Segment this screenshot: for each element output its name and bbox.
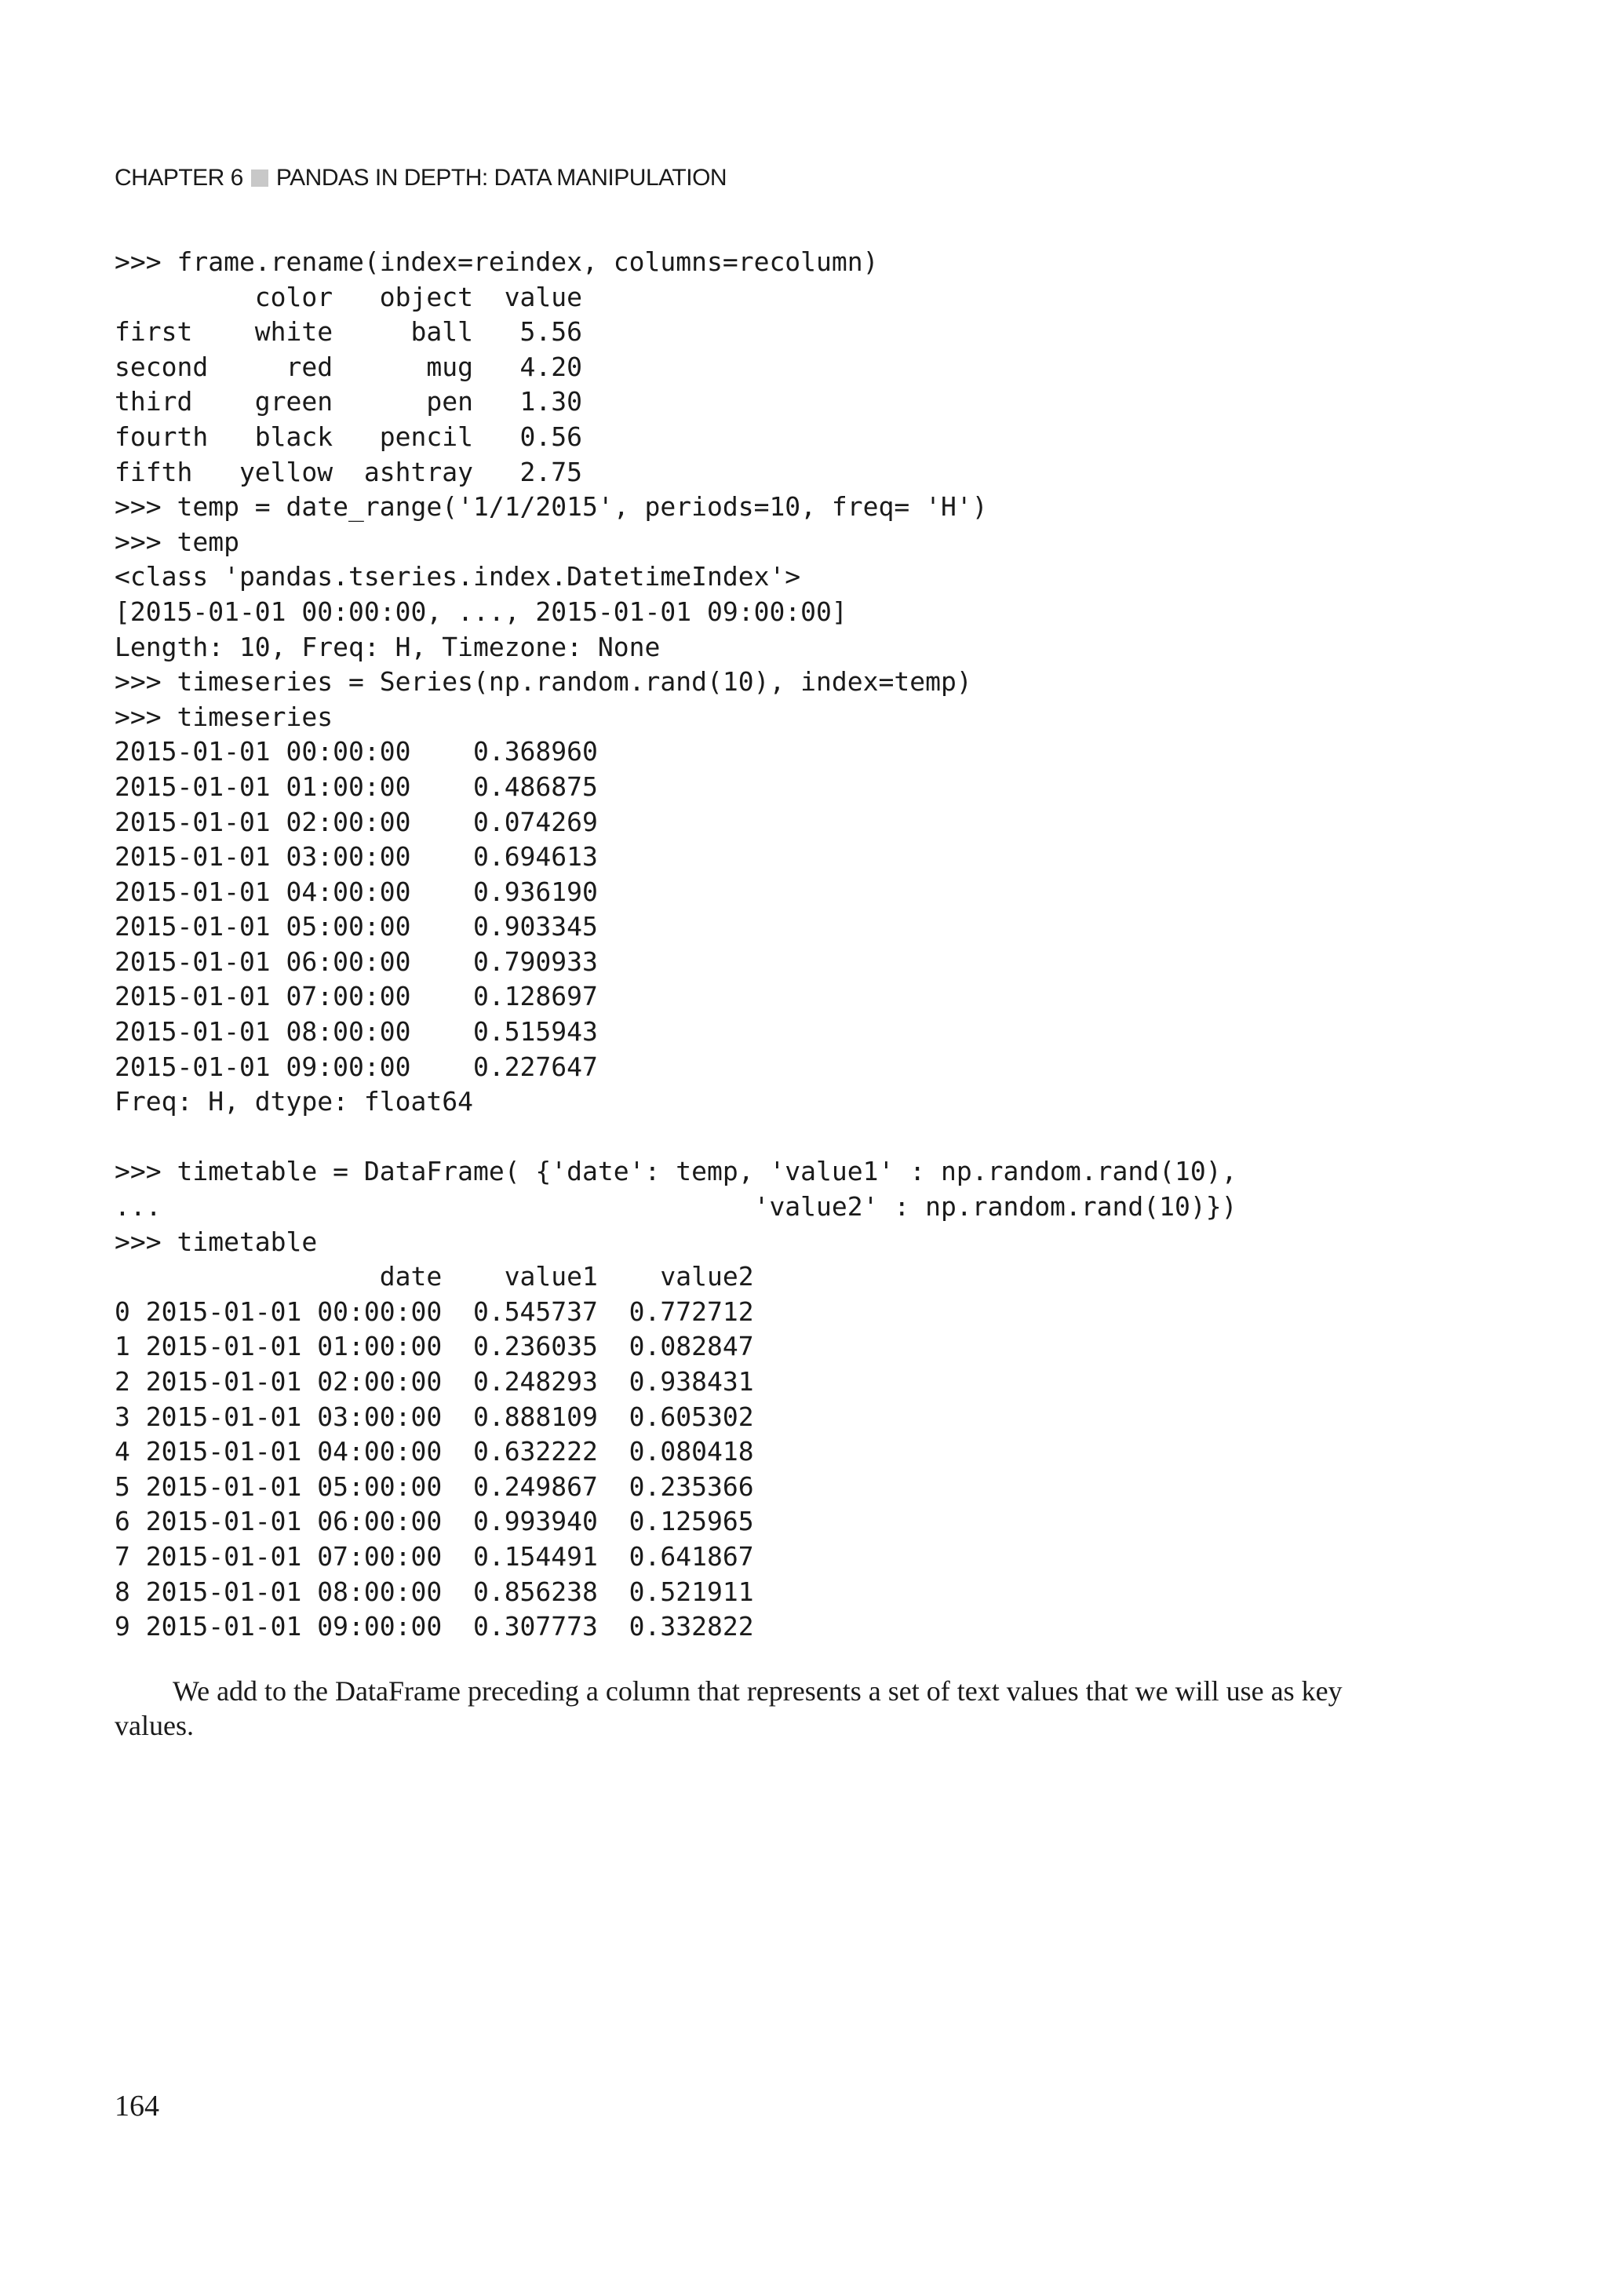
code-line: ... 'value2' : np.random.rand(10)}) [115, 1191, 1237, 1223]
code-line: >>> timetable = DataFrame( {'date': temp, 'value1' : np.random.rand(10), [115, 1156, 1237, 1187]
code-line: <class 'pandas.tseries.index.DatetimeIndex'> [115, 561, 801, 592]
code-line: 2015-01-01 04:00:00 0.936190 [115, 876, 598, 907]
code-line: 2015-01-01 09:00:00 0.227647 [115, 1051, 598, 1082]
chapter-label: CHAPTER 6 [115, 165, 243, 191]
code-line: second red mug 4.20 [115, 351, 583, 382]
code-line: 0 2015-01-01 00:00:00 0.545737 0.772712 [115, 1296, 754, 1327]
code-line: >>> temp = date_range('1/1/2015', periods=10, freq= 'H') [115, 491, 988, 523]
code-line: 5 2015-01-01 05:00:00 0.249867 0.235366 [115, 1471, 754, 1502]
body-paragraph: We add to the DataFrame preceding a column that represents a set of text values that we will use as key values. [115, 1675, 1343, 1741]
code-line: >>> temp [115, 526, 239, 557]
code-line: Length: 10, Freq: H, Timezone: None [115, 631, 661, 662]
code-line: >>> timeseries = Series(np.random.rand(10), index=temp) [115, 666, 972, 698]
code-line: date value1 value2 [115, 1261, 754, 1292]
code-line: 3 2015-01-01 03:00:00 0.888109 0.605302 [115, 1401, 754, 1432]
code-line: fifth yellow ashtray 2.75 [115, 456, 583, 487]
code-blank-line [115, 1120, 1237, 1155]
code-line: >>> frame.rename(index=reindex, columns=recolumn) [115, 246, 879, 277]
code-line: [2015-01-01 00:00:00, ..., 2015-01-01 09:00:00] [115, 596, 847, 627]
code-line: 2015-01-01 08:00:00 0.515943 [115, 1016, 598, 1048]
code-line: third green pen 1.30 [115, 386, 583, 417]
code-line: 2015-01-01 03:00:00 0.694613 [115, 841, 598, 873]
code-line: 2 2015-01-01 02:00:00 0.248293 0.938431 [115, 1366, 754, 1397]
code-line: first white ball 5.56 [115, 316, 583, 348]
code-line: 2015-01-01 07:00:00 0.128697 [115, 981, 598, 1012]
code-line: 8 2015-01-01 08:00:00 0.856238 0.521911 [115, 1576, 754, 1607]
code-line: color object value [115, 281, 583, 312]
code-line: 4 2015-01-01 04:00:00 0.632222 0.080418 [115, 1436, 754, 1467]
header-separator-square [251, 169, 268, 187]
code-line: 9 2015-01-01 09:00:00 0.307773 0.332822 [115, 1611, 754, 1642]
code-line: 6 2015-01-01 06:00:00 0.993940 0.125965 [115, 1506, 754, 1537]
code-line: fourth black pencil 0.56 [115, 421, 583, 452]
code-line: 1 2015-01-01 01:00:00 0.236035 0.082847 [115, 1331, 754, 1362]
code-line: 2015-01-01 05:00:00 0.903345 [115, 911, 598, 942]
running-header [115, 165, 727, 191]
page-number: 164 [115, 2090, 159, 2123]
code-listing [115, 245, 1237, 1645]
code-line: 2015-01-01 06:00:00 0.790933 [115, 946, 598, 977]
code-line: 7 2015-01-01 07:00:00 0.154491 0.641867 [115, 1540, 754, 1572]
code-line: Freq: H, dtype: float64 [115, 1086, 473, 1117]
chapter-title: PANDAS IN DEPTH: DATA MANIPULATION [275, 165, 727, 191]
code-line: 2015-01-01 02:00:00 0.074269 [115, 806, 598, 837]
code-line: 2015-01-01 01:00:00 0.486875 [115, 771, 598, 802]
code-line: >>> timeseries [115, 701, 333, 732]
code-line: >>> timetable [115, 1226, 318, 1257]
code-line: 2015-01-01 00:00:00 0.368960 [115, 736, 598, 767]
